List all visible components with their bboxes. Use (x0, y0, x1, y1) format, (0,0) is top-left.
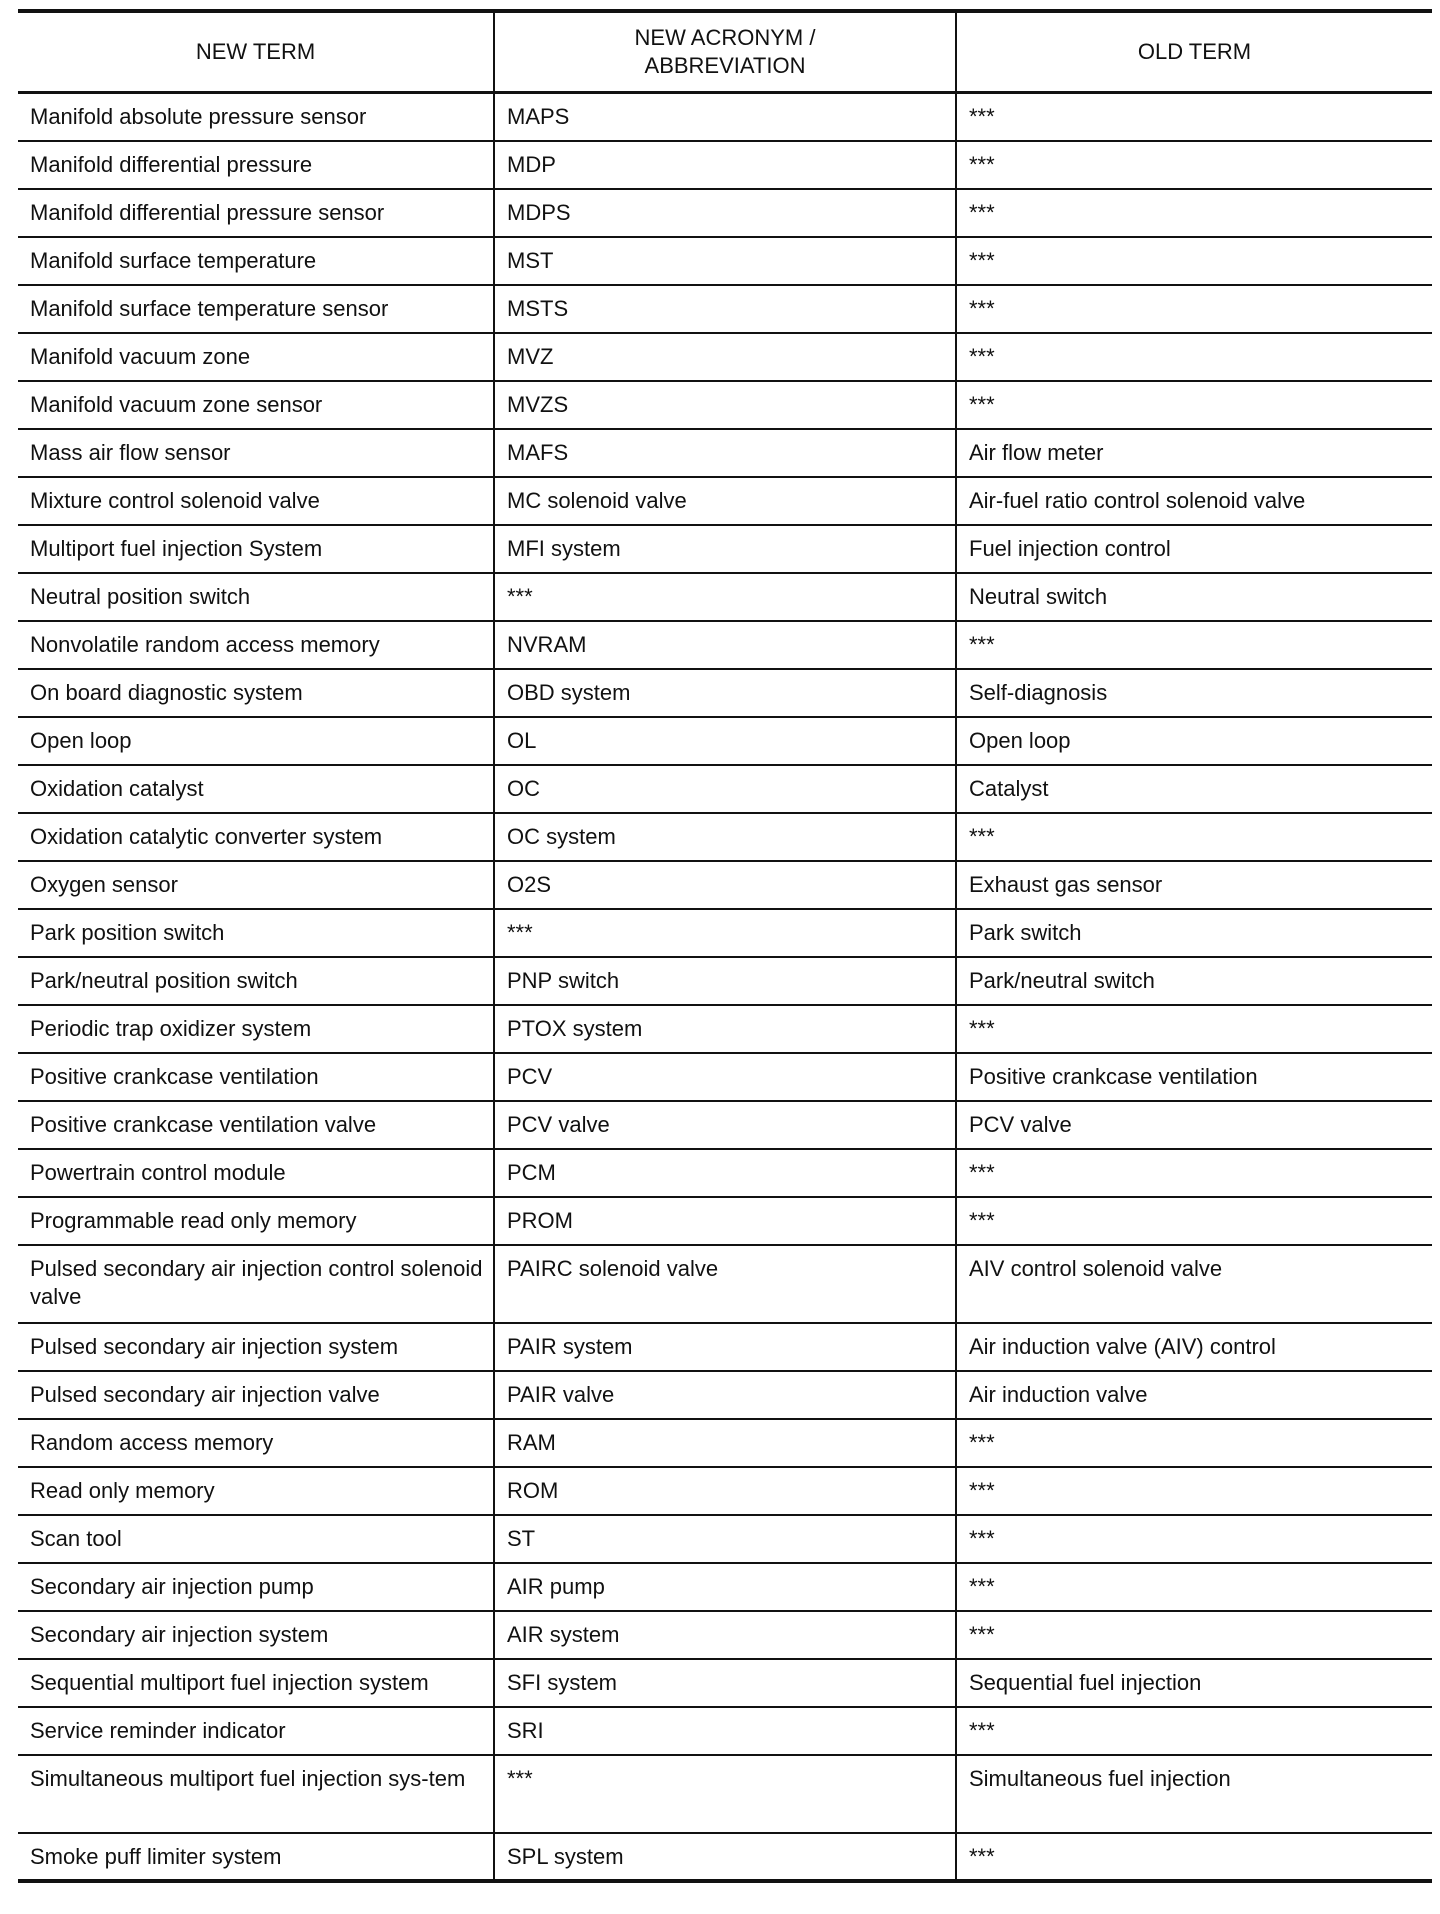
acronym-cell: *** (494, 909, 956, 957)
old-term-cell: Positive crankcase ventilation (956, 1053, 1432, 1101)
table-row (18, 669, 1432, 717)
acronym-cell: RAM (494, 1419, 956, 1467)
acronym-cell: NVRAM (494, 621, 956, 669)
old-term-cell: Open loop (956, 717, 1432, 765)
table-row (18, 861, 1432, 909)
table-row (18, 1707, 1432, 1755)
acronym-cell: *** (494, 1755, 956, 1833)
table-row (18, 1515, 1432, 1563)
acronym-cell: PTOX system (494, 1005, 956, 1053)
header-new-term: NEW TERM (18, 11, 494, 93)
new-term-cell: Neutral position switch (18, 573, 494, 621)
new-term-cell: Smoke puff limiter system (18, 1833, 494, 1881)
new-term-cell: Powertrain control module (18, 1149, 494, 1197)
new-term-cell: Oxygen sensor (18, 861, 494, 909)
table-row (18, 93, 1432, 141)
table-row (18, 237, 1432, 285)
acronym-cell: OL (494, 717, 956, 765)
new-term-cell: Oxidation catalyst (18, 765, 494, 813)
old-term-cell: Air-fuel ratio control solenoid valve (956, 477, 1432, 525)
table-row (18, 1053, 1432, 1101)
old-term-cell: Catalyst (956, 765, 1432, 813)
new-term-cell: Periodic trap oxidizer system (18, 1005, 494, 1053)
acronym-cell: PCV (494, 1053, 956, 1101)
table-row (18, 1323, 1432, 1371)
old-term-cell: Air induction valve (AIV) control (956, 1323, 1432, 1371)
acronym-cell: MC solenoid valve (494, 477, 956, 525)
header-old-term: OLD TERM (956, 11, 1432, 93)
table-row (18, 813, 1432, 861)
old-term-cell: *** (956, 285, 1432, 333)
table-row (18, 1611, 1432, 1659)
new-term-cell: Positive crankcase ventilation (18, 1053, 494, 1101)
new-term-cell: Programmable read only memory (18, 1197, 494, 1245)
table-row (18, 1833, 1432, 1881)
acronym-cell: MST (494, 237, 956, 285)
old-term-cell: *** (956, 1611, 1432, 1659)
old-term-cell: *** (956, 1563, 1432, 1611)
old-term-cell: Air flow meter (956, 429, 1432, 477)
old-term-cell: Exhaust gas sensor (956, 861, 1432, 909)
new-term-cell: Positive crankcase ventilation valve (18, 1101, 494, 1149)
acronym-cell: OC (494, 765, 956, 813)
old-term-cell: Simultaneous fuel injection (956, 1755, 1432, 1833)
old-term-cell: Fuel injection control (956, 525, 1432, 573)
old-term-cell: *** (956, 1005, 1432, 1053)
new-term-cell: Manifold vacuum zone sensor (18, 381, 494, 429)
new-term-cell: Park/neutral position switch (18, 957, 494, 1005)
table-row (18, 381, 1432, 429)
acronym-cell: MVZ (494, 333, 956, 381)
acronym-cell: SRI (494, 1707, 956, 1755)
old-term-cell: *** (956, 333, 1432, 381)
new-term-cell: Manifold vacuum zone (18, 333, 494, 381)
table-row (18, 573, 1432, 621)
acronym-cell: AIR pump (494, 1563, 956, 1611)
header-row (18, 11, 1432, 93)
table-row (18, 1659, 1432, 1707)
acronym-cell: MDP (494, 141, 956, 189)
new-term-cell: Secondary air injection system (18, 1611, 494, 1659)
new-term-cell: Nonvolatile random access memory (18, 621, 494, 669)
new-term-cell: Read only memory (18, 1467, 494, 1515)
new-term-cell: Pulsed secondary air injection control solenoid valve (18, 1245, 494, 1323)
old-term-cell: *** (956, 381, 1432, 429)
table-row (18, 1101, 1432, 1149)
acronym-cell: OC system (494, 813, 956, 861)
old-term-cell: *** (956, 1419, 1432, 1467)
old-term-cell: *** (956, 1197, 1432, 1245)
new-term-cell: Simultaneous multiport fuel injection sys-tem (18, 1755, 494, 1833)
new-term-cell: On board diagnostic system (18, 669, 494, 717)
old-term-cell: Self-diagnosis (956, 669, 1432, 717)
old-term-cell: *** (956, 93, 1432, 141)
acronym-cell: PAIRC solenoid valve (494, 1245, 956, 1323)
acronym-cell: PAIR valve (494, 1371, 956, 1419)
table-row (18, 429, 1432, 477)
acronym-cell: SFI system (494, 1659, 956, 1707)
acronym-cell: PCM (494, 1149, 956, 1197)
acronym-cell: PNP switch (494, 957, 956, 1005)
old-term-cell: Air induction valve (956, 1371, 1432, 1419)
old-term-cell: Park/neutral switch (956, 957, 1432, 1005)
header-new-acronym (494, 11, 956, 93)
old-term-cell: Sequential fuel injection (956, 1659, 1432, 1707)
old-term-cell: *** (956, 1149, 1432, 1197)
new-term-cell: Park position switch (18, 909, 494, 957)
new-term-cell: Random access memory (18, 1419, 494, 1467)
old-term-cell: AIV control solenoid valve (956, 1245, 1432, 1323)
new-term-cell: Service reminder indicator (18, 1707, 494, 1755)
acronym-cell: MAFS (494, 429, 956, 477)
acronym-cell: PAIR system (494, 1323, 956, 1371)
new-term-cell: Pulsed secondary air injection valve (18, 1371, 494, 1419)
acronym-cell: ST (494, 1515, 956, 1563)
table-row (18, 1197, 1432, 1245)
new-term-cell: Sequential multiport fuel injection system (18, 1659, 494, 1707)
table-row (18, 1245, 1432, 1323)
acronym-cell: MAPS (494, 93, 956, 141)
acronym-cell: MFI system (494, 525, 956, 573)
old-term-cell: *** (956, 1515, 1432, 1563)
terminology-table (18, 9, 1432, 1883)
table-row (18, 141, 1432, 189)
table-body (18, 93, 1432, 1881)
acronym-cell: ROM (494, 1467, 956, 1515)
table-row (18, 285, 1432, 333)
table-row (18, 717, 1432, 765)
old-term-cell: *** (956, 141, 1432, 189)
old-term-cell: *** (956, 1833, 1432, 1881)
old-term-cell: Park switch (956, 909, 1432, 957)
new-term-cell: Multiport fuel injection System (18, 525, 494, 573)
new-term-cell: Scan tool (18, 1515, 494, 1563)
new-term-cell: Secondary air injection pump (18, 1563, 494, 1611)
table-row (18, 333, 1432, 381)
table-row (18, 1149, 1432, 1197)
header-new-acronym-line2: ABBREVIATION (644, 53, 806, 78)
table-row (18, 765, 1432, 813)
table-row (18, 957, 1432, 1005)
table-row (18, 1467, 1432, 1515)
acronym-cell: *** (494, 573, 956, 621)
table-row (18, 1563, 1432, 1611)
acronym-cell: MVZS (494, 381, 956, 429)
old-term-cell: *** (956, 621, 1432, 669)
acronym-cell: MDPS (494, 189, 956, 237)
new-term-cell: Manifold surface temperature (18, 237, 494, 285)
table-row (18, 477, 1432, 525)
old-term-cell: *** (956, 1467, 1432, 1515)
new-term-cell: Mass air flow sensor (18, 429, 494, 477)
old-term-cell: *** (956, 813, 1432, 861)
acronym-cell: AIR system (494, 1611, 956, 1659)
acronym-cell: PCV valve (494, 1101, 956, 1149)
acronym-cell: MSTS (494, 285, 956, 333)
new-term-cell: Manifold surface temperature sensor (18, 285, 494, 333)
acronym-cell: PROM (494, 1197, 956, 1245)
table-row (18, 909, 1432, 957)
new-term-cell: Open loop (18, 717, 494, 765)
new-term-cell: Pulsed secondary air injection system (18, 1323, 494, 1371)
table-header (18, 11, 1432, 93)
old-term-cell: Neutral switch (956, 573, 1432, 621)
table-row (18, 1371, 1432, 1419)
new-term-cell: Oxidation catalytic converter system (18, 813, 494, 861)
old-term-cell: PCV valve (956, 1101, 1432, 1149)
table-row (18, 189, 1432, 237)
acronym-cell: OBD system (494, 669, 956, 717)
acronym-cell: SPL system (494, 1833, 956, 1881)
new-term-cell: Manifold absolute pressure sensor (18, 93, 494, 141)
old-term-cell: *** (956, 189, 1432, 237)
old-term-cell: *** (956, 237, 1432, 285)
acronym-cell: O2S (494, 861, 956, 909)
new-term-cell: Mixture control solenoid valve (18, 477, 494, 525)
table-row (18, 1005, 1432, 1053)
table-row (18, 621, 1432, 669)
table-row (18, 525, 1432, 573)
table-row (18, 1419, 1432, 1467)
table-row (18, 1755, 1432, 1833)
new-term-cell: Manifold differential pressure (18, 141, 494, 189)
old-term-cell: *** (956, 1707, 1432, 1755)
header-new-acronym-line1: NEW ACRONYM / (634, 25, 816, 50)
new-term-cell: Manifold differential pressure sensor (18, 189, 494, 237)
